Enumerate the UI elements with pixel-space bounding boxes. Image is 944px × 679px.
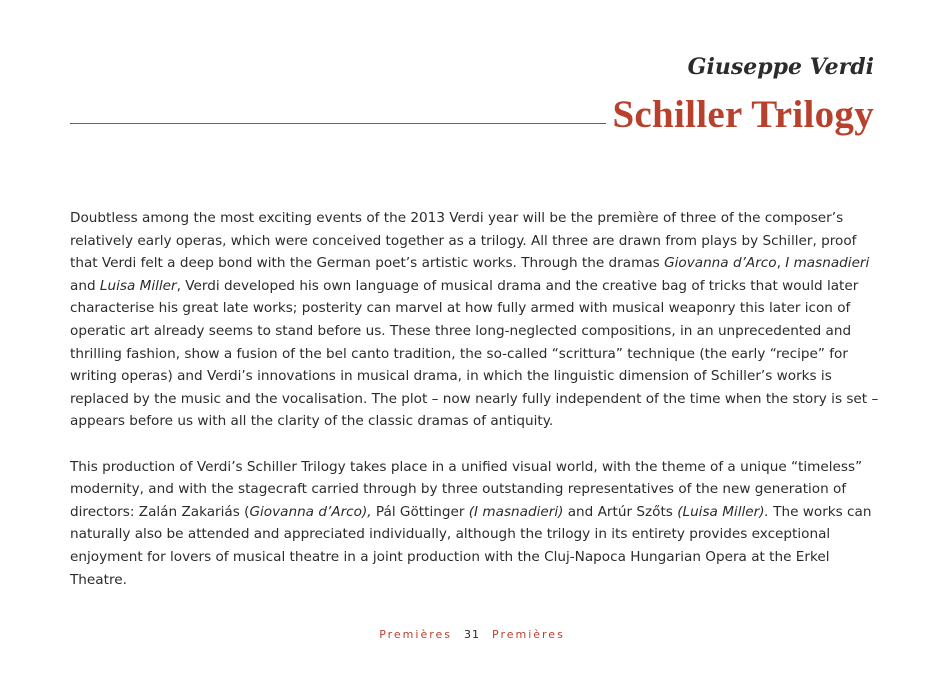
footer-section-left: Premières [379,628,452,641]
paragraph-1 [70,207,882,433]
p1-text: , Verdi developed his own language of musical drama and the creative bag of tricks that would later characterise his great late works; posterity can marvel at how fully armed with musical weaponry this later icon of operatic art already seems to stand before us. These three long-neglected compositions, in an unprecedented and thrilling fashion, show a fusion of the bel canto tradition, the so-called “scrittura” technique (the early “recipe” for writing operas) and Verdi’s innovations in musical drama, in which the linguistic dimension of Schiller’s works is replaced by the music and the vocalisation. The plot – now nearly fully independent of the time when the story is set – appears before us with all the clarity of the classic dramas of antiquity. [70,277,879,430]
page-number: 31 [464,628,480,641]
p1-text: and [70,277,100,294]
p2-text: and Artúr Szőts [563,503,678,520]
p1-opera-title: I masnadieri [785,255,870,272]
p1-opera-title: Luisa Miller [99,277,177,294]
page-title: Schiller Trilogy [612,93,874,136]
p2-opera-title: Giovanna d’Arco), [249,503,372,520]
title-rule [70,123,606,124]
article-body [70,207,882,591]
p2-opera-title: (Luisa Miller). [677,503,769,520]
p1-text: Doubtless among the most exciting events of the 2013 Verdi year will be the première of three of the composer’s relatively early operas, which were conceived together as a trilogy. All three are drawn from plays by Schiller, proof that Verdi felt a deep bond with the German poet’s artistic works. Through the dramas [70,210,857,272]
p1-text: , [776,255,786,272]
composer-subtitle: Giuseppe Verdi [687,54,874,80]
p1-opera-title: Giovanna d’Arco [664,255,777,272]
p2-text: This production of Verdi’s Schiller Trilogy takes place in a unified visual world, with the theme of a unique “timeless” modernity, and with the stagecraft carried through by three outstanding representatives of the new generation of directors: Zalán Zakariás ( [70,458,863,520]
footer-section-right: Premières [492,628,565,641]
p2-opera-title: (I masnadieri) [468,503,564,520]
paragraph-2 [70,456,882,592]
p2-text: Pál Göttinger [371,503,469,520]
page-footer [0,628,944,641]
p2-text: The works can naturally also be attended and appreciated individually, although the trilogy in its entirety provides exceptional enjoyment for lovers of musical theatre in a joint production with the Cluj-Napoca Hungarian Opera at the Erkel Theatre. [70,503,872,588]
